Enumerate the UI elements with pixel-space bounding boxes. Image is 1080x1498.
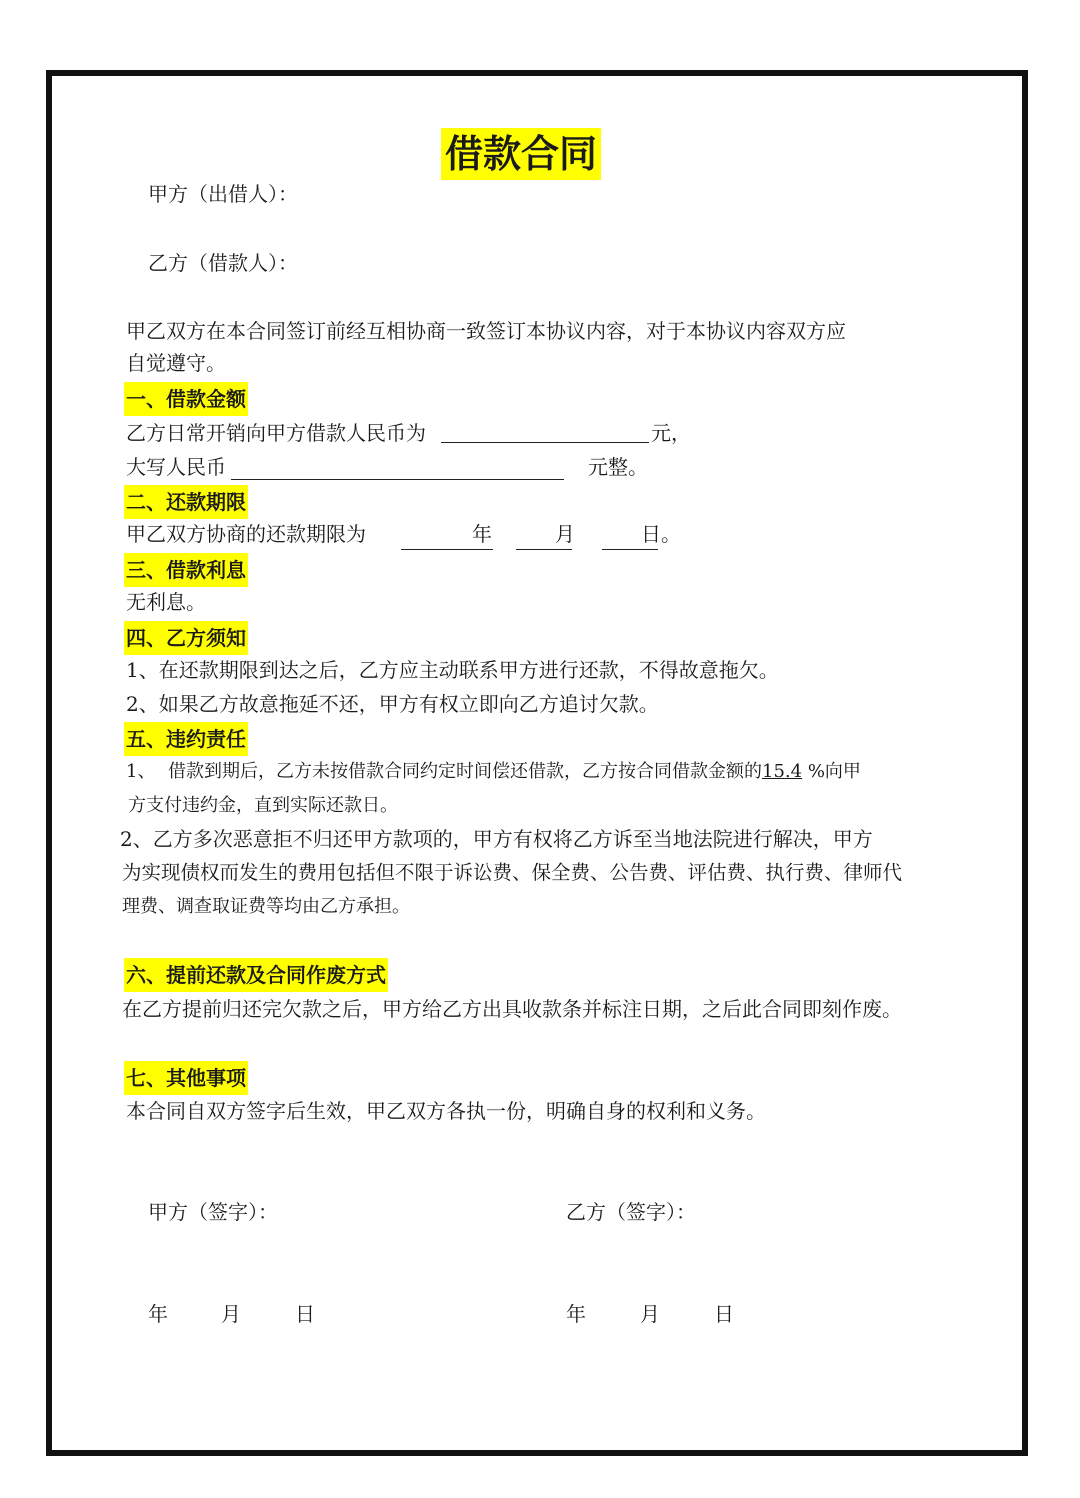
repay-day-label: 日。 bbox=[641, 522, 681, 546]
loan-amount-words-blank bbox=[231, 479, 564, 480]
liability-item-2-line-3: 理费、调查取证费等均由乙方承担。 bbox=[122, 896, 410, 917]
notice-item-1: 1、在还款期限到达之后，乙方应主动联系甲方进行还款，不得故意拖欠。 bbox=[126, 658, 779, 682]
party-a-sign-day: 日 bbox=[295, 1302, 315, 1326]
loan-amount-prefix: 乙方日常开销向甲方借款人民币为 bbox=[126, 421, 426, 445]
party-a-sign-year: 年 bbox=[148, 1302, 168, 1326]
section-heading-2: 二、还款期限 bbox=[124, 485, 248, 519]
section-heading-3: 三、借款利息 bbox=[124, 553, 248, 587]
liability-item-1-text: 借款到期后，乙方未按借款合同约定时间偿还借款，乙方按合同借款金额的15.4 %向甲 bbox=[168, 761, 861, 782]
liability-item-2-line-1: 2、乙方多次恶意拒不归还甲方款项的，甲方有权将乙方诉至当地法院进行解决，甲方 bbox=[120, 827, 873, 851]
section-heading-5: 五、违约责任 bbox=[124, 722, 248, 756]
loan-amount-words-prefix: 大写人民币 bbox=[126, 455, 226, 479]
section-heading-6: 六、提前还款及合同作废方式 bbox=[124, 958, 388, 992]
early-repayment-body: 在乙方提前归还完欠款之后，甲方给乙方出具收款条并标注日期，之后此合同即刻作废。 bbox=[122, 997, 902, 1021]
party-a-sign-month: 月 bbox=[221, 1302, 241, 1326]
notice-item-2: 2、如果乙方故意拖延不还，甲方有权立即向乙方追讨欠款。 bbox=[126, 692, 659, 716]
repay-month-label: 月 bbox=[555, 522, 575, 546]
interest-body: 无利息。 bbox=[126, 590, 206, 614]
repay-term-prefix: 甲乙双方协商的还款期限为 bbox=[126, 522, 366, 546]
other-matters-body: 本合同自双方签字后生效，甲乙双方各执一份，明确自身的权利和义务。 bbox=[126, 1099, 766, 1123]
party-a-label: 甲方（出借人）： bbox=[148, 182, 298, 206]
loan-amount-blank bbox=[441, 442, 649, 443]
repay-day-blank bbox=[602, 549, 658, 550]
liability-item-1-line-2: 方支付违约金，直到实际还款日。 bbox=[128, 795, 398, 816]
party-b-sign-month: 月 bbox=[640, 1302, 660, 1326]
party-b-label: 乙方（借款人）： bbox=[148, 251, 298, 275]
section-heading-1: 一、借款金额 bbox=[124, 382, 248, 416]
repay-month-blank bbox=[516, 549, 572, 550]
party-a-signature-label: 甲方（签字）： bbox=[148, 1200, 278, 1224]
loan-amount-words-suffix: 元整。 bbox=[588, 455, 648, 479]
party-b-sign-year: 年 bbox=[566, 1302, 586, 1326]
page-title: 借款合同 bbox=[441, 128, 601, 180]
loan-amount-suffix: 元， bbox=[651, 421, 691, 445]
liability-item-1-num: 1、 bbox=[126, 761, 156, 782]
penalty-rate: 15.4 bbox=[762, 761, 803, 782]
repay-year-blank bbox=[401, 549, 493, 550]
liability-item-2-line-2: 为实现债权而发生的费用包括但不限于诉讼费、保全费、公告费、评估费、执行费、律师代 bbox=[122, 861, 903, 884]
repay-year-label: 年 bbox=[472, 522, 492, 546]
section-heading-7: 七、其他事项 bbox=[124, 1061, 248, 1095]
intro-line-2: 自觉遵守。 bbox=[126, 351, 226, 375]
section-heading-4: 四、乙方须知 bbox=[124, 621, 248, 655]
intro-line-1: 甲乙双方在本合同签订前经互相协商一致签订本协议内容，对于本协议内容双方应 bbox=[126, 319, 846, 343]
party-b-signature-label: 乙方（签字）： bbox=[566, 1200, 696, 1224]
party-b-sign-day: 日 bbox=[714, 1302, 734, 1326]
